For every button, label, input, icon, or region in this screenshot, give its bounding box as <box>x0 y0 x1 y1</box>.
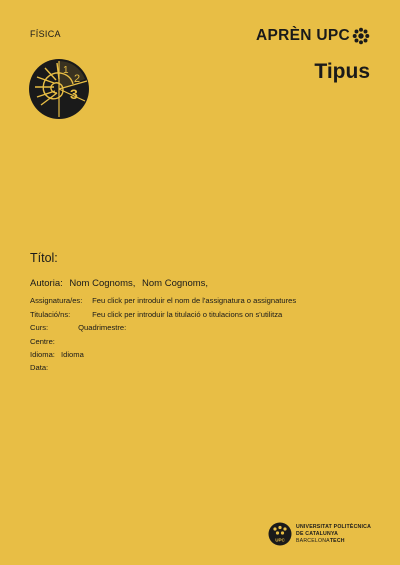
quadrimestre-label: Quadrimestre: <box>78 323 127 332</box>
author-name[interactable]: Nom Cognoms, <box>142 278 209 289</box>
centre-row <box>30 337 55 346</box>
assignatures-label: Assignatura/es: <box>30 296 83 305</box>
upc-seal-text: UPC <box>275 537 285 543</box>
idioma-label: Idioma: <box>30 350 55 359</box>
curs-label: Curs: <box>30 323 49 332</box>
authorship-label: Autoria: <box>30 278 63 289</box>
upc-line-2: DE CATALUNYA <box>296 530 339 537</box>
upc-line-3b: TECH <box>329 537 345 544</box>
emblem-number-2: 2 <box>74 73 81 85</box>
upc-logo <box>268 522 371 546</box>
emblem-number-1: 1 <box>63 65 69 76</box>
authorship-line <box>30 278 212 289</box>
titulacions-label: Titulació/ns: <box>30 310 71 319</box>
apren-upc-logo <box>256 27 370 45</box>
upc-line-3a: BARCELONA <box>296 537 330 544</box>
idioma-row <box>30 350 84 359</box>
data-row <box>30 363 48 372</box>
curs-row <box>30 323 126 332</box>
upc-line-1: UNIVERSITAT POLITÈCNICA <box>296 523 372 530</box>
emblem-number-3: 3 <box>70 86 78 102</box>
titulacions-field[interactable]: Feu click per introduir la titulació o titulacions on s'utilitza <box>92 310 283 319</box>
document-type-title: Tipus <box>314 60 370 83</box>
data-label: Data: <box>30 363 49 372</box>
brand-text: APRÈN UPC <box>256 27 350 44</box>
subject-label: FÍSICA <box>30 29 61 39</box>
author-name[interactable]: Nom Cognoms, <box>69 278 136 289</box>
upc-seal-icon <box>268 522 292 546</box>
nautilus-shell-icon <box>27 57 91 121</box>
document-title-field[interactable]: Títol: <box>30 251 58 265</box>
centre-label: Centre: <box>30 337 55 346</box>
titulacions-row <box>30 310 282 319</box>
upc-wordmark <box>296 524 371 545</box>
flower-icon <box>352 27 370 45</box>
idioma-field[interactable]: Idioma <box>61 350 84 359</box>
assignatures-row <box>30 296 296 305</box>
assignatures-field[interactable]: Feu click per introduir el nom de l'assignatura o assignatures <box>92 296 297 305</box>
